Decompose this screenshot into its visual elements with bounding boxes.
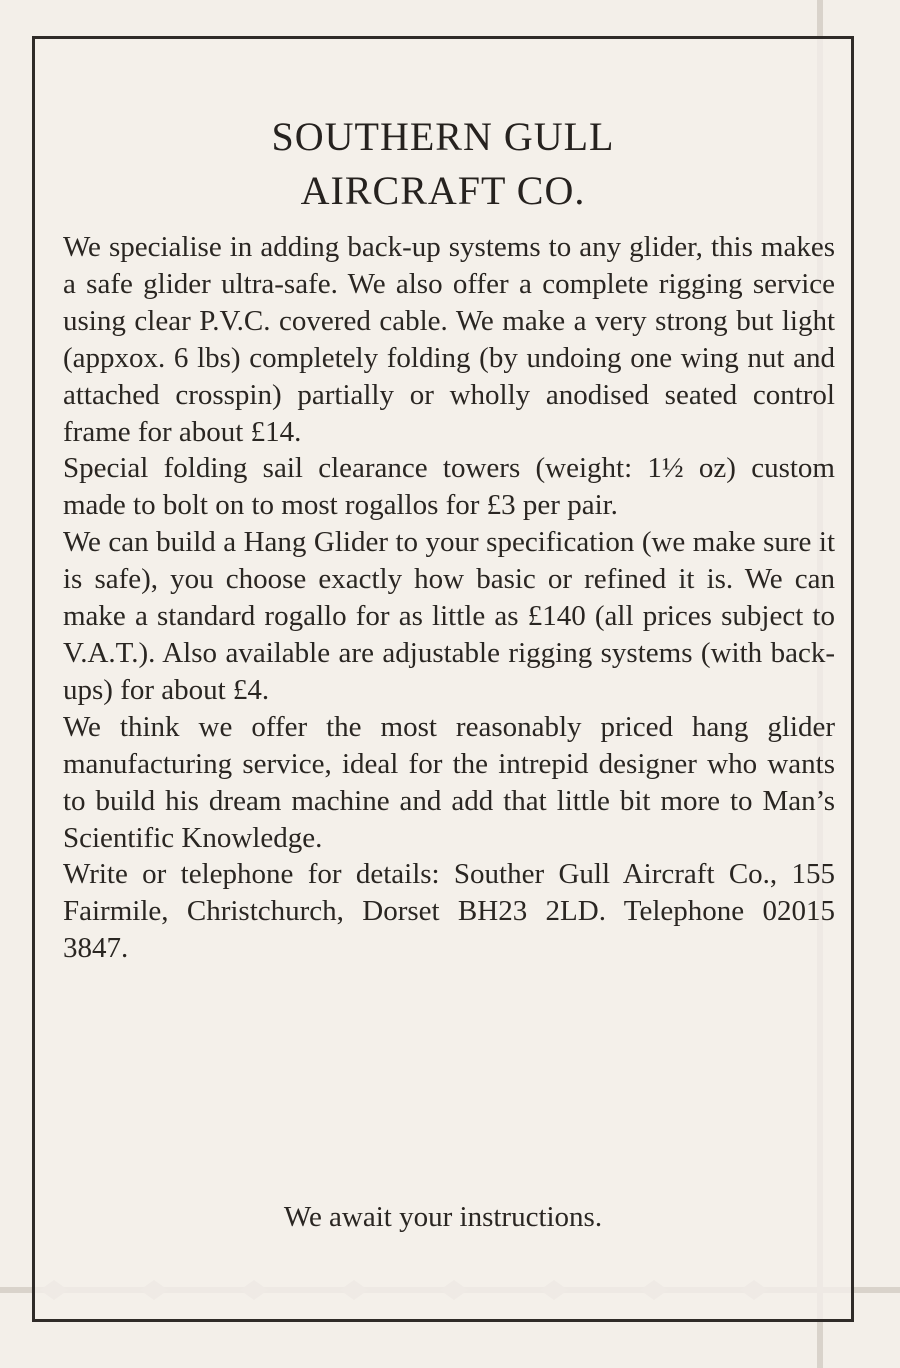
closing-line: We await your instructions.	[283, 1201, 603, 1233]
paragraph-back-up-systems: We specialise in adding back-up systems to any glider, this makes a safe glider ultra-safe. We also offer a complete rigging service using clear P.V.C. covered cable. We make a very strong but light (appxox. 6 lbs) completely folding (by undoing one wing nut and attached crosspin) partially or wholly anodised seated control frame for about £14.	[63, 231, 835, 448]
paragraph-clearance-towers: Special folding sail clearance towers (weight: 1½ oz) custom made to bolt on to most rogallos for £3 per pair.	[63, 452, 835, 522]
paragraph-manufacturing-service: We think we offer the most reasonably priced hang glider manufacturing service, ideal for the intrepid designer who wants to build his dream machine and add that little bit more to Man’s Scientific Knowledge.	[63, 710, 835, 854]
company-name-line-2: AIRCRAFT CO.	[300, 168, 586, 213]
company-name-line-1: SOUTHERN GULL	[271, 114, 615, 159]
advertisement-frame	[32, 36, 854, 1322]
paragraph-contact-details: Write or telephone for details: Souther Gull Aircraft Co., 155 Fairmile, Christchurch, Dorset BH23 2LD. Telephone 02015 3847.	[63, 858, 835, 965]
paragraph-custom-build: We can build a Hang Glider to your specification (we make sure it is safe), you choose exactly how basic or refined it is. We can make a standard rogallo for as little as £140 (all prices subject to V.A.T.). Also available are adjustable rigging systems (with back-ups) for about £4.	[63, 526, 835, 706]
advertisement-body	[63, 229, 835, 967]
